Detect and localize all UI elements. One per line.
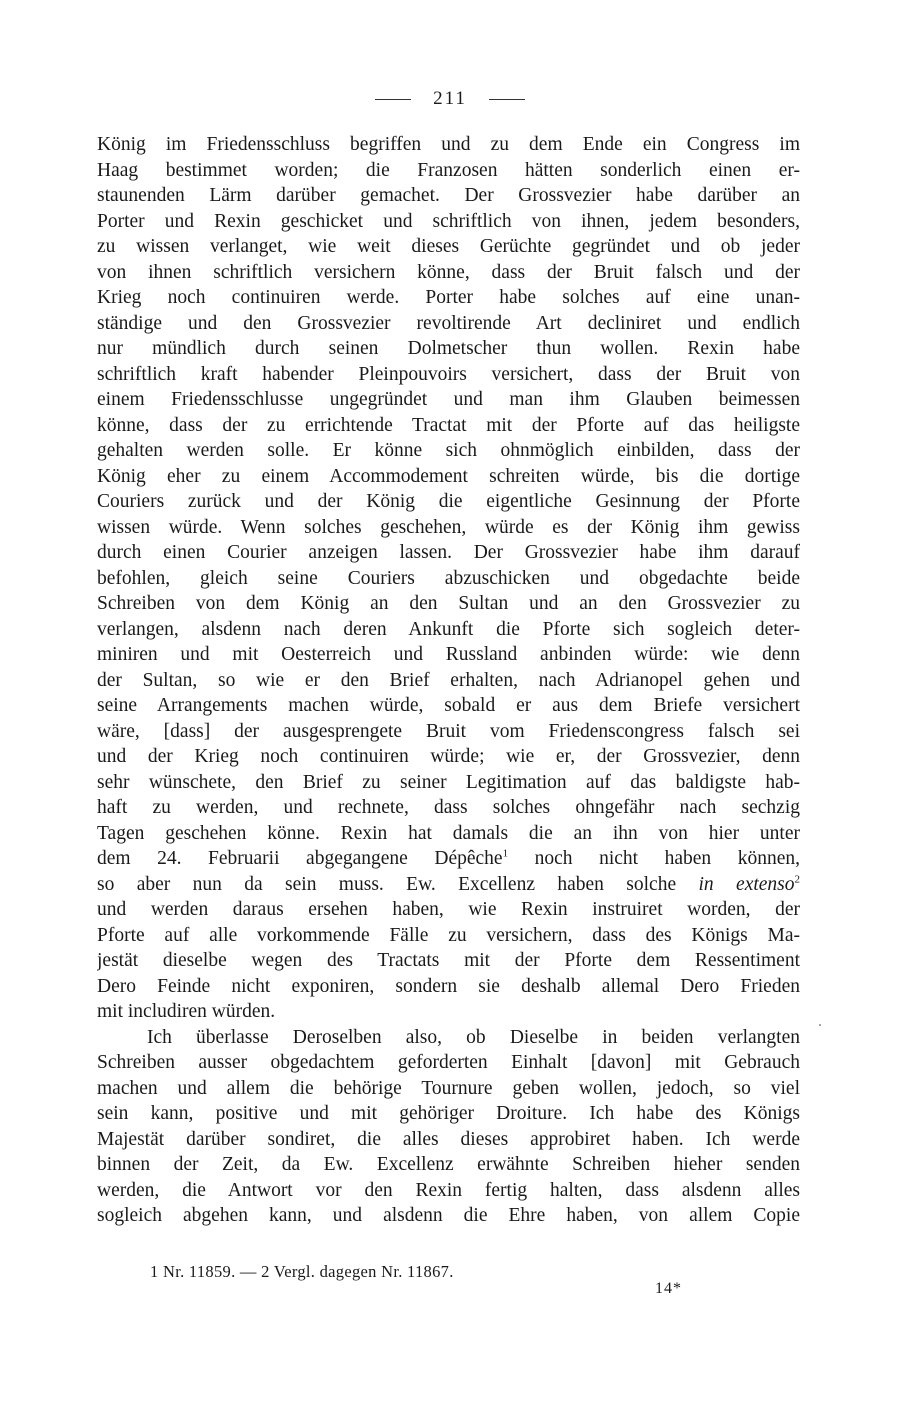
text-line-with-note bbox=[97, 872, 800, 898]
text-line: könne, dass der zu errichtende Tractat mit der Pforte auf das heiligste bbox=[97, 414, 800, 436]
text-line: jestät dieselbe wegen des Tractats mit der Pforte dem Ressentiment bbox=[97, 950, 800, 971]
running-head-left-rule bbox=[375, 99, 411, 100]
running-head bbox=[0, 88, 900, 110]
text-line: haft zu werden, und rechnete, dass solches ohngefähr nach sechzig bbox=[97, 797, 800, 818]
text-line: Schreiben von dem König an den Sultan und an den Grossvezier zu bbox=[97, 593, 800, 614]
text-line: von ihnen schriftlich versichern könne, dass der Bruit falsch und der bbox=[97, 261, 800, 283]
page-number: 211 bbox=[433, 88, 467, 109]
body-text bbox=[97, 132, 800, 1229]
text-line: gehalten werden solle. Er könne sich ohnmöglich einbilden, dass der bbox=[97, 440, 800, 461]
running-head-right-rule bbox=[489, 99, 525, 100]
text-line: sehr wünschete, den Brief zu seiner Legitimation auf das baldigste hab- bbox=[97, 771, 800, 793]
text-line: und werden daraus ersehen haben, wie Rexin instruiret worden, der bbox=[97, 899, 800, 920]
text-line: Krieg noch continuiren werde. Porter habe solches auf eine unan- bbox=[97, 287, 800, 308]
text-line: sogleich abgehen kann, und alsdenn die Ehre haben, von allem Copie bbox=[97, 1205, 800, 1226]
line-text: so aber nun da sein muss. Ew. Excellenz haben solche bbox=[97, 873, 677, 895]
text-line: und der Krieg noch continuiren würde; wie er, der Grossvezier, denn bbox=[97, 746, 800, 767]
text-line: verlangen, alsdenn nach deren Ankunft die Pforte sich sogleich deter- bbox=[97, 618, 800, 640]
line-text-tail: noch nicht haben können, bbox=[534, 848, 800, 869]
text-line: miniren und mit Oesterreich und Russland anbinden würde: wie denn bbox=[97, 644, 800, 665]
text-line: machen und allem die behörige Tournure geben wollen, jedoch, so viel bbox=[97, 1077, 800, 1099]
text-line: zu wissen verlanget, wie weit dieses Gerüchte gegründet und ob jeder bbox=[97, 236, 800, 257]
italic-phrase: in extenso bbox=[698, 873, 795, 895]
text-line: sein kann, positive und mit gehöriger Droiture. Ich habe des Königs bbox=[97, 1103, 800, 1124]
text-line-with-note bbox=[97, 846, 800, 872]
text-line: schriftlich kraft habender Pleinpouvoirs versichert, dass der Bruit von bbox=[97, 363, 800, 385]
text-line: Pforte auf alle vorkommende Fälle zu versichern, dass des Königs Ma- bbox=[97, 924, 800, 946]
text-line: Tagen geschehen könne. Rexin hat damals die an ihn von hier unter bbox=[97, 822, 800, 844]
text-line: mit includiren würden. bbox=[97, 1001, 276, 1022]
text-line: Dero Feinde nicht exponiren, sondern sie deshalb allemal Dero Frieden bbox=[97, 975, 800, 997]
text-line: nur mündlich durch seinen Dolmetscher thun wollen. Rexin habe bbox=[97, 338, 800, 359]
footnote-ref-1: 1 bbox=[502, 847, 509, 860]
text-line: seine Arrangements machen würde, sobald er aus dem Briefe versichert bbox=[97, 695, 800, 716]
text-line: der Sultan, so wie er den Brief erhalten, nach Adrianopel gehen und bbox=[97, 669, 800, 691]
text-line: Majestät darüber sondiret, die alles dieses approbiret haben. Ich werde bbox=[97, 1128, 800, 1150]
text-line: Schreiben ausser obgedachtem geforderten Einhalt [davon] mit Gebrauch bbox=[97, 1052, 800, 1073]
text-line: durch einen Courier anzeigen lassen. Der Grossvezier habe ihm darauf bbox=[97, 542, 800, 563]
text-line: König eher zu einem Accommodement schreiten würde, bis die dortige bbox=[97, 465, 800, 487]
text-line: binnen der Zeit, da Ew. Excellenz erwähnte Schreiben hieher senden bbox=[97, 1154, 800, 1175]
text-line: wäre, [dass] der ausgesprengete Bruit vom Friedenscongress falsch sei bbox=[97, 720, 800, 742]
line-text: dem 24. Februarii abgegangene Dépêche bbox=[97, 848, 503, 869]
text-line: einem Friedensschlusse ungegründet und man ihm Glauben beimessen bbox=[97, 389, 800, 410]
text-line: Couriers zurück und der König die eigentliche Gesinnung der Pforte bbox=[97, 491, 800, 512]
signature-mark: 14* bbox=[655, 1280, 682, 1297]
text-line: Porter und Rexin geschicket und schriftlich von ihnen, jedem besonders, bbox=[97, 210, 800, 232]
text-line: staunenden Lärm darüber gemachet. Der Grossvezier habe darüber an bbox=[97, 185, 800, 206]
text-line: Ich überlasse Deroselben also, ob Dieselbe in beiden verlangten bbox=[147, 1026, 800, 1048]
footnotes: 1 Nr. 11859. — 2 Vergl. dagegen Nr. 11867. bbox=[150, 1262, 454, 1281]
text-line: wissen würde. Wenn solches geschehen, würde es der König ihm gewiss bbox=[97, 516, 800, 538]
text-line: ständige und den Grossvezier revoltirende Art decliniret und endlich bbox=[97, 312, 800, 334]
text-line: König im Friedensschluss begriffen und zu dem Ende ein Congress im bbox=[97, 134, 800, 155]
text-line: befohlen, gleich seine Couriers abzuschicken und obgedachte beide bbox=[97, 567, 800, 589]
text-line: Haag bestimmet worden; die Franzosen hätten sonderlich einen er- bbox=[97, 159, 800, 181]
text-line: werden, die Antwort vor den Rexin fertig halten, dass alsdenn alles bbox=[97, 1179, 800, 1201]
footnote-ref-2: 2 bbox=[794, 873, 800, 885]
margin-speck bbox=[819, 1024, 821, 1026]
